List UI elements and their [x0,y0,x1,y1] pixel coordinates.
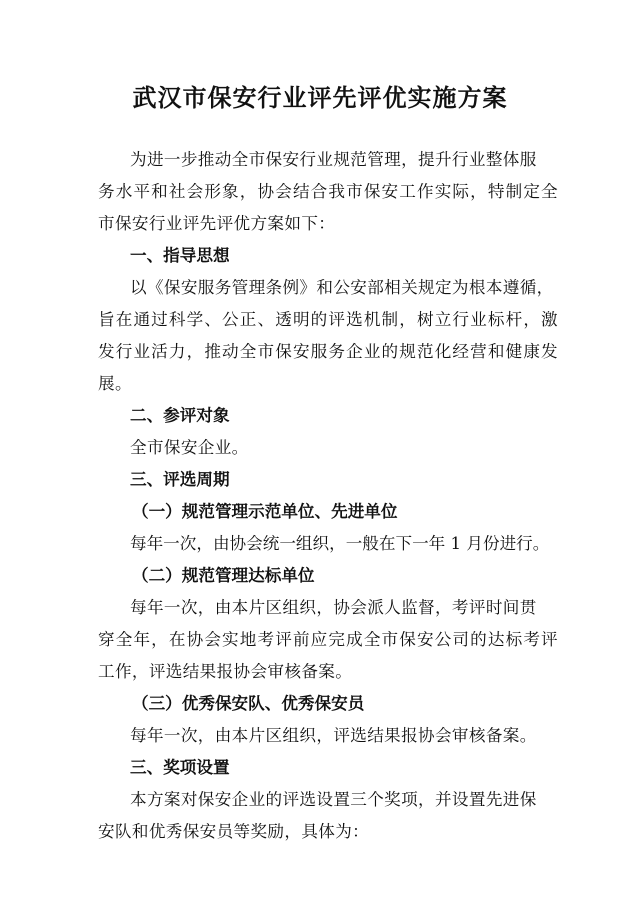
paragraph-line: 工作，评选结果报协会审核备案。 [98,662,353,681]
section-heading: 二、参评对象 [130,406,230,425]
paragraph-line: 旨在通过科学、公正、透明的评选机制，树立行业标杆，激 [98,310,558,329]
paragraph-line: 安队和优秀保安员等奖励，具体为： [98,822,370,841]
paragraph-line: 本方案对保安企业的评选设置三个奖项，并设置先进保 [130,790,537,809]
paragraph-line: 全市保安企业。 [130,438,249,457]
section-heading: 三、评选周期 [130,470,230,489]
paragraph-line: 为进一步推动全市保安行业规范管理，提升行业整体服 [130,150,537,169]
paragraph-line: 每年一次，由本片区组织，评选结果报协会审核备案。 [130,726,537,745]
subsection-heading: （三）优秀保安队、优秀保安员 [132,694,365,713]
document-title: 武汉市保安行业评先评优实施方案 [132,83,508,112]
paragraph-line: 穿全年，在协会实地考评前应完成全市保安公司的达标考评 [98,630,558,649]
paragraph-line: 每年一次，由协会统一组织，一般在下一年 1 月份进行。 [130,534,550,553]
paragraph-line: 每年一次，由本片区组织，协会派人监督，考评时间贯 [130,598,537,617]
paragraph-line: 以《保安服务管理条例》和公安部相关规定为根本遵循， [130,278,554,297]
section-heading: 三、奖项设置 [130,758,230,777]
subsection-heading: （一）规范管理示范单位、先进单位 [132,502,398,521]
subsection-heading: （二）规范管理达标单位 [132,566,315,585]
paragraph-line: 发行业活力，推动全市保安服务企业的规范化经营和健康发 [98,342,558,361]
paragraph-line: 展。 [98,374,132,393]
paragraph-line: 市保安行业评先评优方案如下： [98,214,336,233]
paragraph-line: 务水平和社会形象，协会结合我市保安工作实际，特制定全 [98,182,558,201]
section-heading: 一、指导思想 [130,246,230,265]
